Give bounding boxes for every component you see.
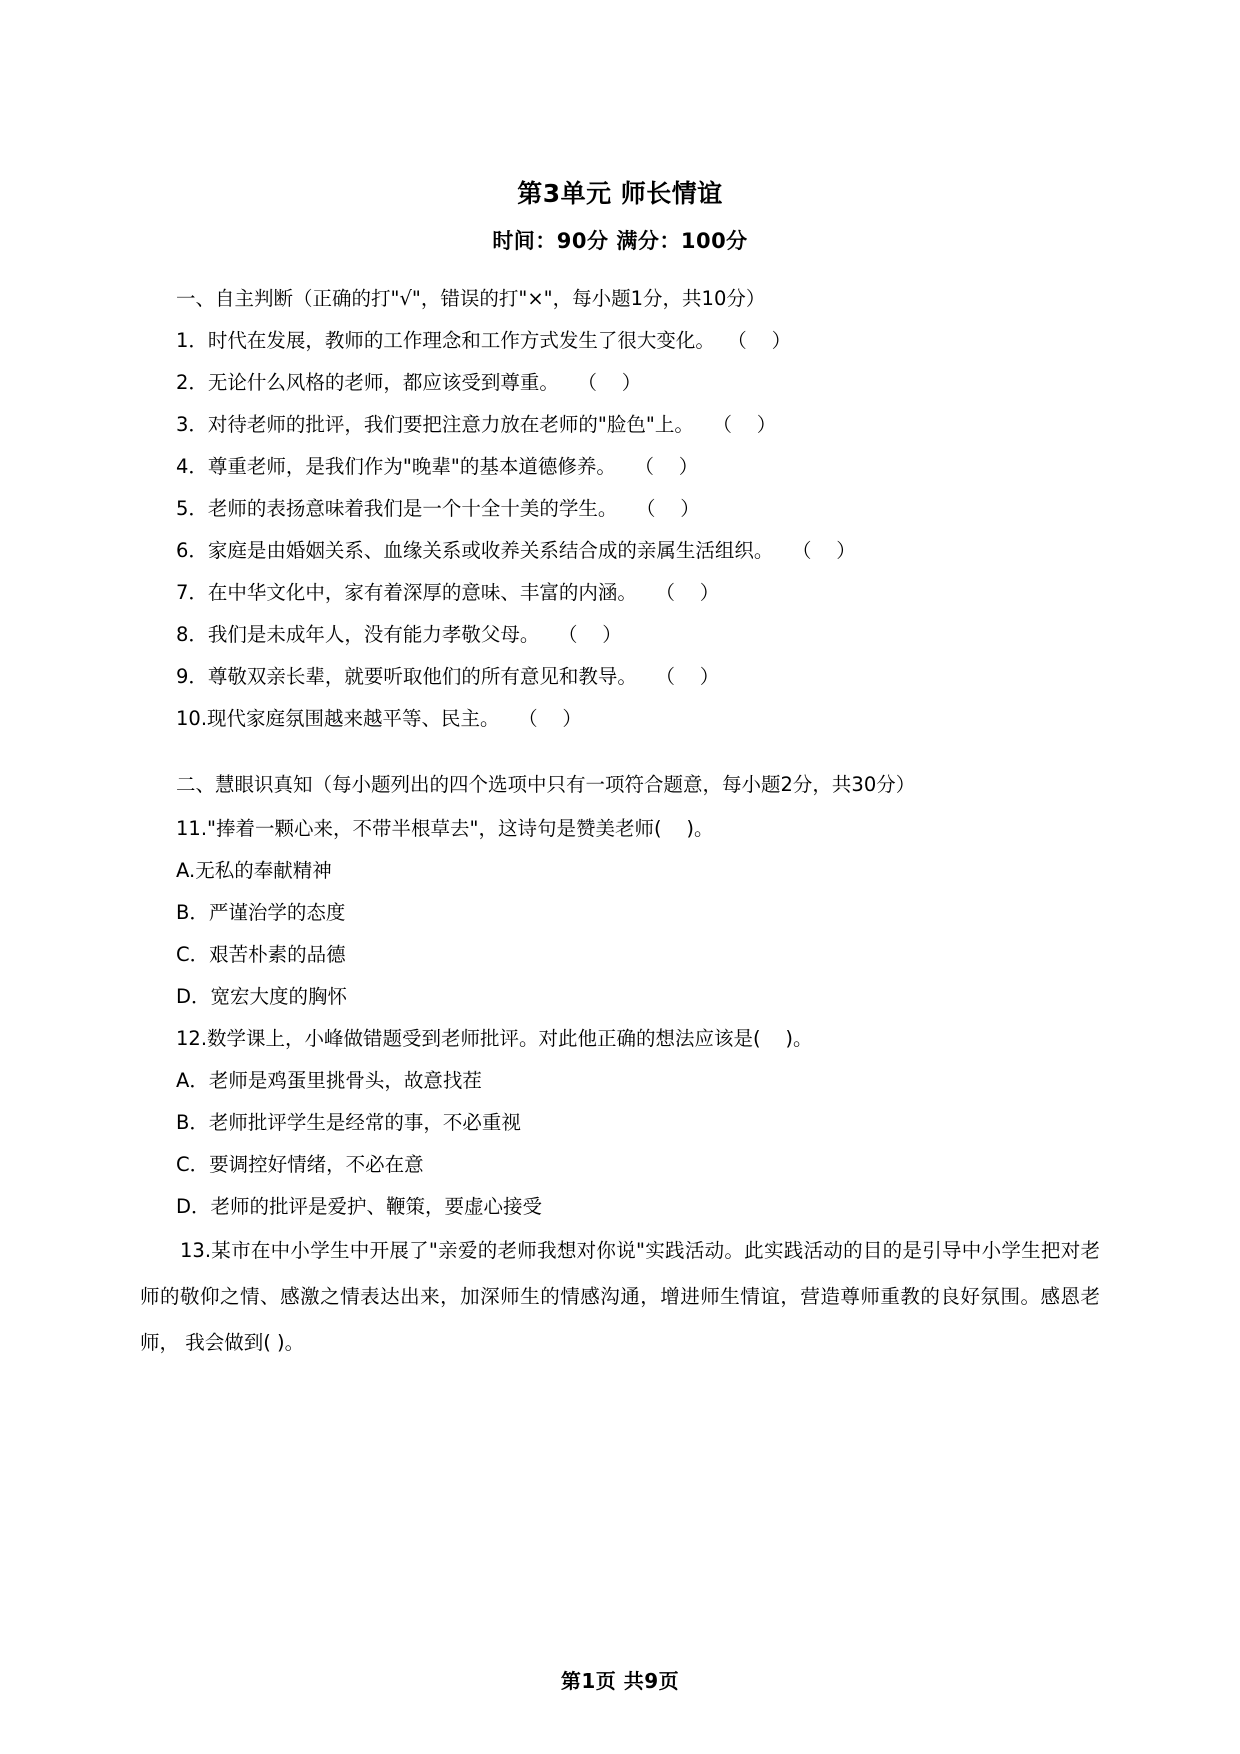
section-heading-multiple-choice: 二、慧眼识真知（每小题列出的四个选项中只有一项符合题意，每小题2分，共30分） xyxy=(176,773,916,797)
question-item: 7．在中华文化中，家有着深厚的意味、丰富的内涵。 （ ） xyxy=(176,581,720,605)
question-item: 1．时代在发展，教师的工作理念和工作方式发生了很大变化。 （ ） xyxy=(176,329,792,353)
question-option: A．老师是鸡蛋里挑骨头，故意找茬 xyxy=(176,1069,482,1093)
question-item: 9．尊敬双亲长辈，就要听取他们的所有意见和教导。 （ ） xyxy=(176,665,720,689)
question-item: 3．对待老师的批评，我们要把注意力放在老师的"脸色"上。 （ ） xyxy=(176,413,777,437)
question-item: 5．老师的表扬意味着我们是一个十全十美的学生。 （ ） xyxy=(176,497,700,521)
question-option: D．老师的批评是爱护、鞭策，要虚心接受 xyxy=(176,1195,543,1219)
page-content xyxy=(140,0,1100,1366)
question-item: 4．尊重老师，是我们作为"晚辈"的基本道德修养。 （ ） xyxy=(176,455,699,479)
question-option: C．艰苦朴素的品德 xyxy=(176,943,346,967)
page-footer: 第1页 共9页 xyxy=(560,1669,680,1693)
question-option: B．老师批评学生是经常的事，不必重视 xyxy=(176,1111,521,1135)
question-option: D．宽宏大度的胸怀 xyxy=(176,985,348,1009)
question-option: C．要调控好情绪，不必在意 xyxy=(176,1153,424,1177)
page-subtitle: 时间：90分 满分：100分 xyxy=(492,229,748,253)
question-item: 2．无论什么风格的老师，都应该受到尊重。 （ ） xyxy=(176,371,642,395)
question-item: 10.现代家庭氛围越来越平等、民主。 （ ） xyxy=(176,707,582,731)
question-option: A.无私的奉献精神 xyxy=(176,859,332,883)
question-option: B．严谨治学的态度 xyxy=(176,901,346,925)
section-heading-judgment: 一、自主判断（正确的打"√"，错误的打"×"，每小题1分，共10分） xyxy=(176,287,766,311)
question-item: 6．家庭是由婚姻关系、血缘关系或收养关系结合成的亲属生活组织。 （ ） xyxy=(176,539,856,563)
question-stem: 12.数学课上，小峰做错题受到老师批评。对此他正确的想法应该是( )。 xyxy=(176,1027,813,1051)
question-stem: 13.某市在中小学生中开展了"亲爱的老师我想对你说"实践活动。此实践活动的目的是引导中小学生把对老师的敬仰之情、感激之情表达出来，加深师生的情感沟通，增进师生情谊，营造尊师重教的良好氛围。感恩老师， 我会做到( )。 xyxy=(140,1239,1100,1355)
question-item: 8．我们是未成年人，没有能力孝敬父母。 （ ） xyxy=(176,623,622,647)
page-title: 第3单元 师长情谊 xyxy=(517,179,723,208)
question-stem: 11."捧着一颗心来，不带半根草去"，这诗句是赞美老师( )。 xyxy=(176,817,714,841)
